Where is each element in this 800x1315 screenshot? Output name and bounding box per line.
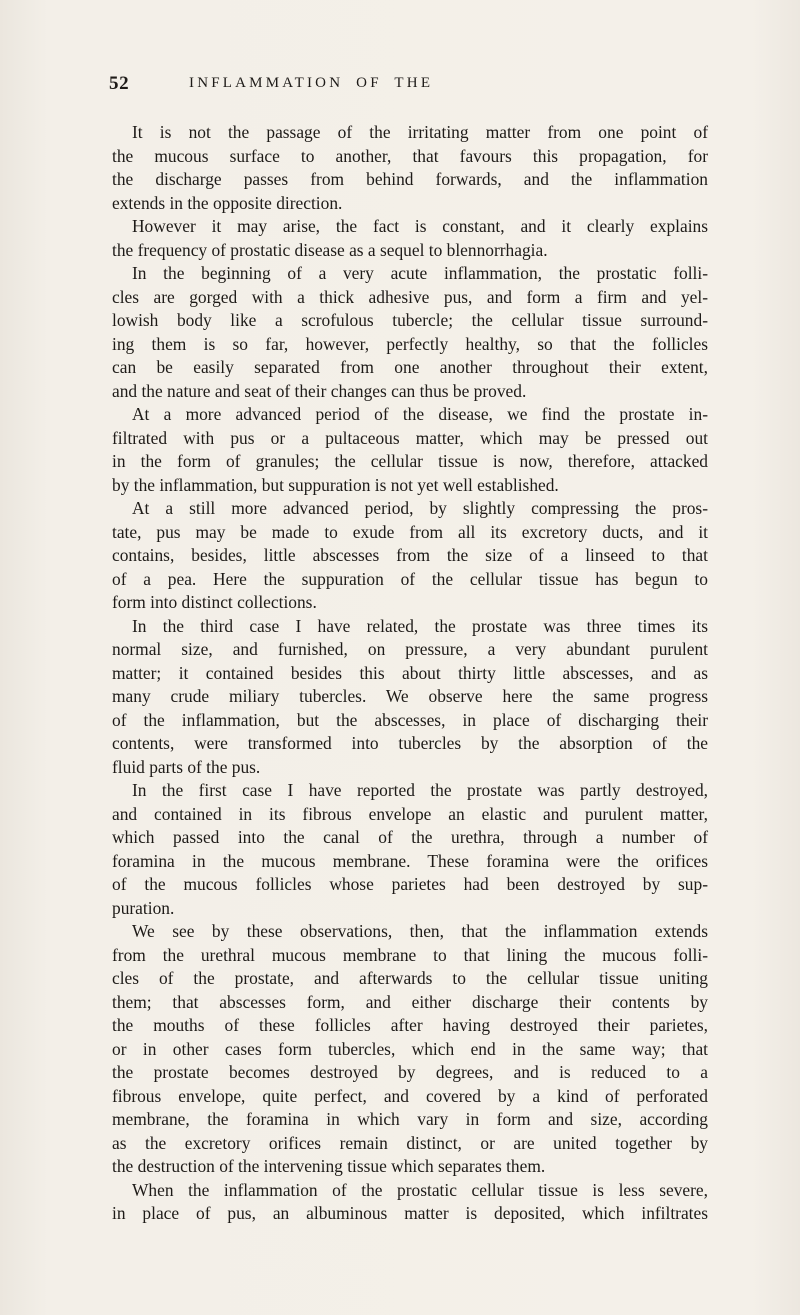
running-head: [109, 73, 709, 97]
text-line: extends in the opposite direction.: [112, 192, 343, 213]
text-line: which passed into the canal of the urethra, through a number of: [112, 827, 708, 847]
text-line: of the inflammation, but the abscesses, in place of discharging their: [112, 709, 708, 730]
text-line: by the inflammation, but suppuration is not yet well established.: [112, 474, 559, 495]
text-line: form into distinct collections.: [112, 592, 317, 612]
text-line: At a still more advanced period, by slightly compressing the pros-: [132, 498, 708, 518]
text-line: from the urethral mucous membrane to that lining the mucous folli-: [112, 944, 708, 965]
running-head-title: INFLAMMATION OF THE: [189, 75, 434, 91]
text-line: When the inflammation of the prostatic cellular tissue is less severe,: [132, 1179, 708, 1200]
text-line: contains, besides, little abscesses from the size of a linseed to that: [112, 545, 708, 565]
text-line: ing them is so far, however, perfectly healthy, so that the follicles: [112, 333, 708, 354]
text-line: normal size, and furnished, on pressure, a very abundant purulent: [112, 639, 708, 659]
text-line: At a more advanced period of the disease, we find the prostate in-: [132, 404, 708, 424]
text-line: many crude miliary tubercles. We observe here the same progress: [112, 686, 708, 706]
text-line: puration.: [112, 897, 175, 918]
text-line: or in other cases form tubercles, which end in the same way; that: [112, 1038, 708, 1059]
text-line: of the mucous follicles whose parietes had been destroyed by sup-: [112, 874, 708, 894]
text-line: the destruction of the intervening tissue which separates them.: [112, 1156, 546, 1176]
text-line: as the excretory orifices remain distinct, or are united together by: [112, 1132, 708, 1153]
text-line: lowish body like a scrofulous tubercle; the cellular tissue surround-: [112, 310, 708, 330]
text-line: the frequency of prostatic disease as a sequel to blennorrhagia.: [112, 239, 548, 260]
text-line: In the beginning of a very acute inflammation, the prostatic folli-: [132, 263, 708, 283]
text-line: However it may arise, the fact is constant, and it clearly explains: [132, 216, 708, 236]
body-text: [112, 121, 708, 1226]
text-line: tate, pus may be made to exude from all its excretory ducts, and it: [112, 521, 708, 542]
text-line: and contained in its fibrous envelope an elastic and purulent matter,: [112, 803, 708, 824]
text-line: the mucous surface to another, that favours this propagation, for: [112, 145, 708, 166]
text-line: filtrated with pus or a pultaceous matter, which may be pressed out: [112, 427, 708, 448]
text-line: in the form of granules; the cellular tissue is now, therefore, attacked: [112, 451, 708, 471]
text-line: fluid parts of the pus.: [112, 756, 261, 777]
text-line: matter; it contained besides this about thirty little abscesses, and as: [112, 662, 708, 683]
text-line: foramina in the mucous membrane. These foramina were the orifices: [112, 850, 708, 871]
text-line: We see by these observations, then, that the inflammation extends: [132, 921, 708, 941]
text-line: contents, were transformed into tubercles by the absorption of the: [112, 733, 708, 753]
text-line: cles are gorged with a thick adhesive pus, and form a firm and yel-: [112, 286, 708, 307]
text-line: the discharge passes from behind forwards, and the inflammation: [112, 169, 708, 189]
text-line: can be easily separated from one another throughout their extent,: [112, 357, 708, 377]
text-line: cles of the prostate, and afterwards to the cellular tissue uniting: [112, 968, 708, 988]
text-line: and the nature and seat of their changes can thus be proved.: [112, 380, 527, 401]
text-line: of a pea. Here the suppuration of the cellular tissue has begun to: [112, 568, 708, 589]
text-line: In the first case I have reported the prostate was partly destroyed,: [132, 780, 708, 800]
text-line: the prostate becomes destroyed by degrees, and is reduced to a: [112, 1062, 708, 1082]
text-line: It is not the passage of the irritating matter from one point of: [132, 122, 708, 142]
text-line: the mouths of these follicles after having destroyed their parietes,: [112, 1015, 708, 1035]
text-line: fibrous envelope, quite perfect, and covered by a kind of perforated: [112, 1085, 708, 1106]
text-line: In the third case I have related, the prostate was three times its: [132, 615, 708, 636]
text-line: membrane, the foramina in which vary in form and size, according: [112, 1109, 708, 1129]
page-number: 52: [109, 73, 130, 94]
text-line: them; that abscesses form, and either discharge their contents by: [112, 991, 708, 1012]
text-line: in place of pus, an albuminous matter is deposited, which infiltrates: [112, 1203, 708, 1223]
